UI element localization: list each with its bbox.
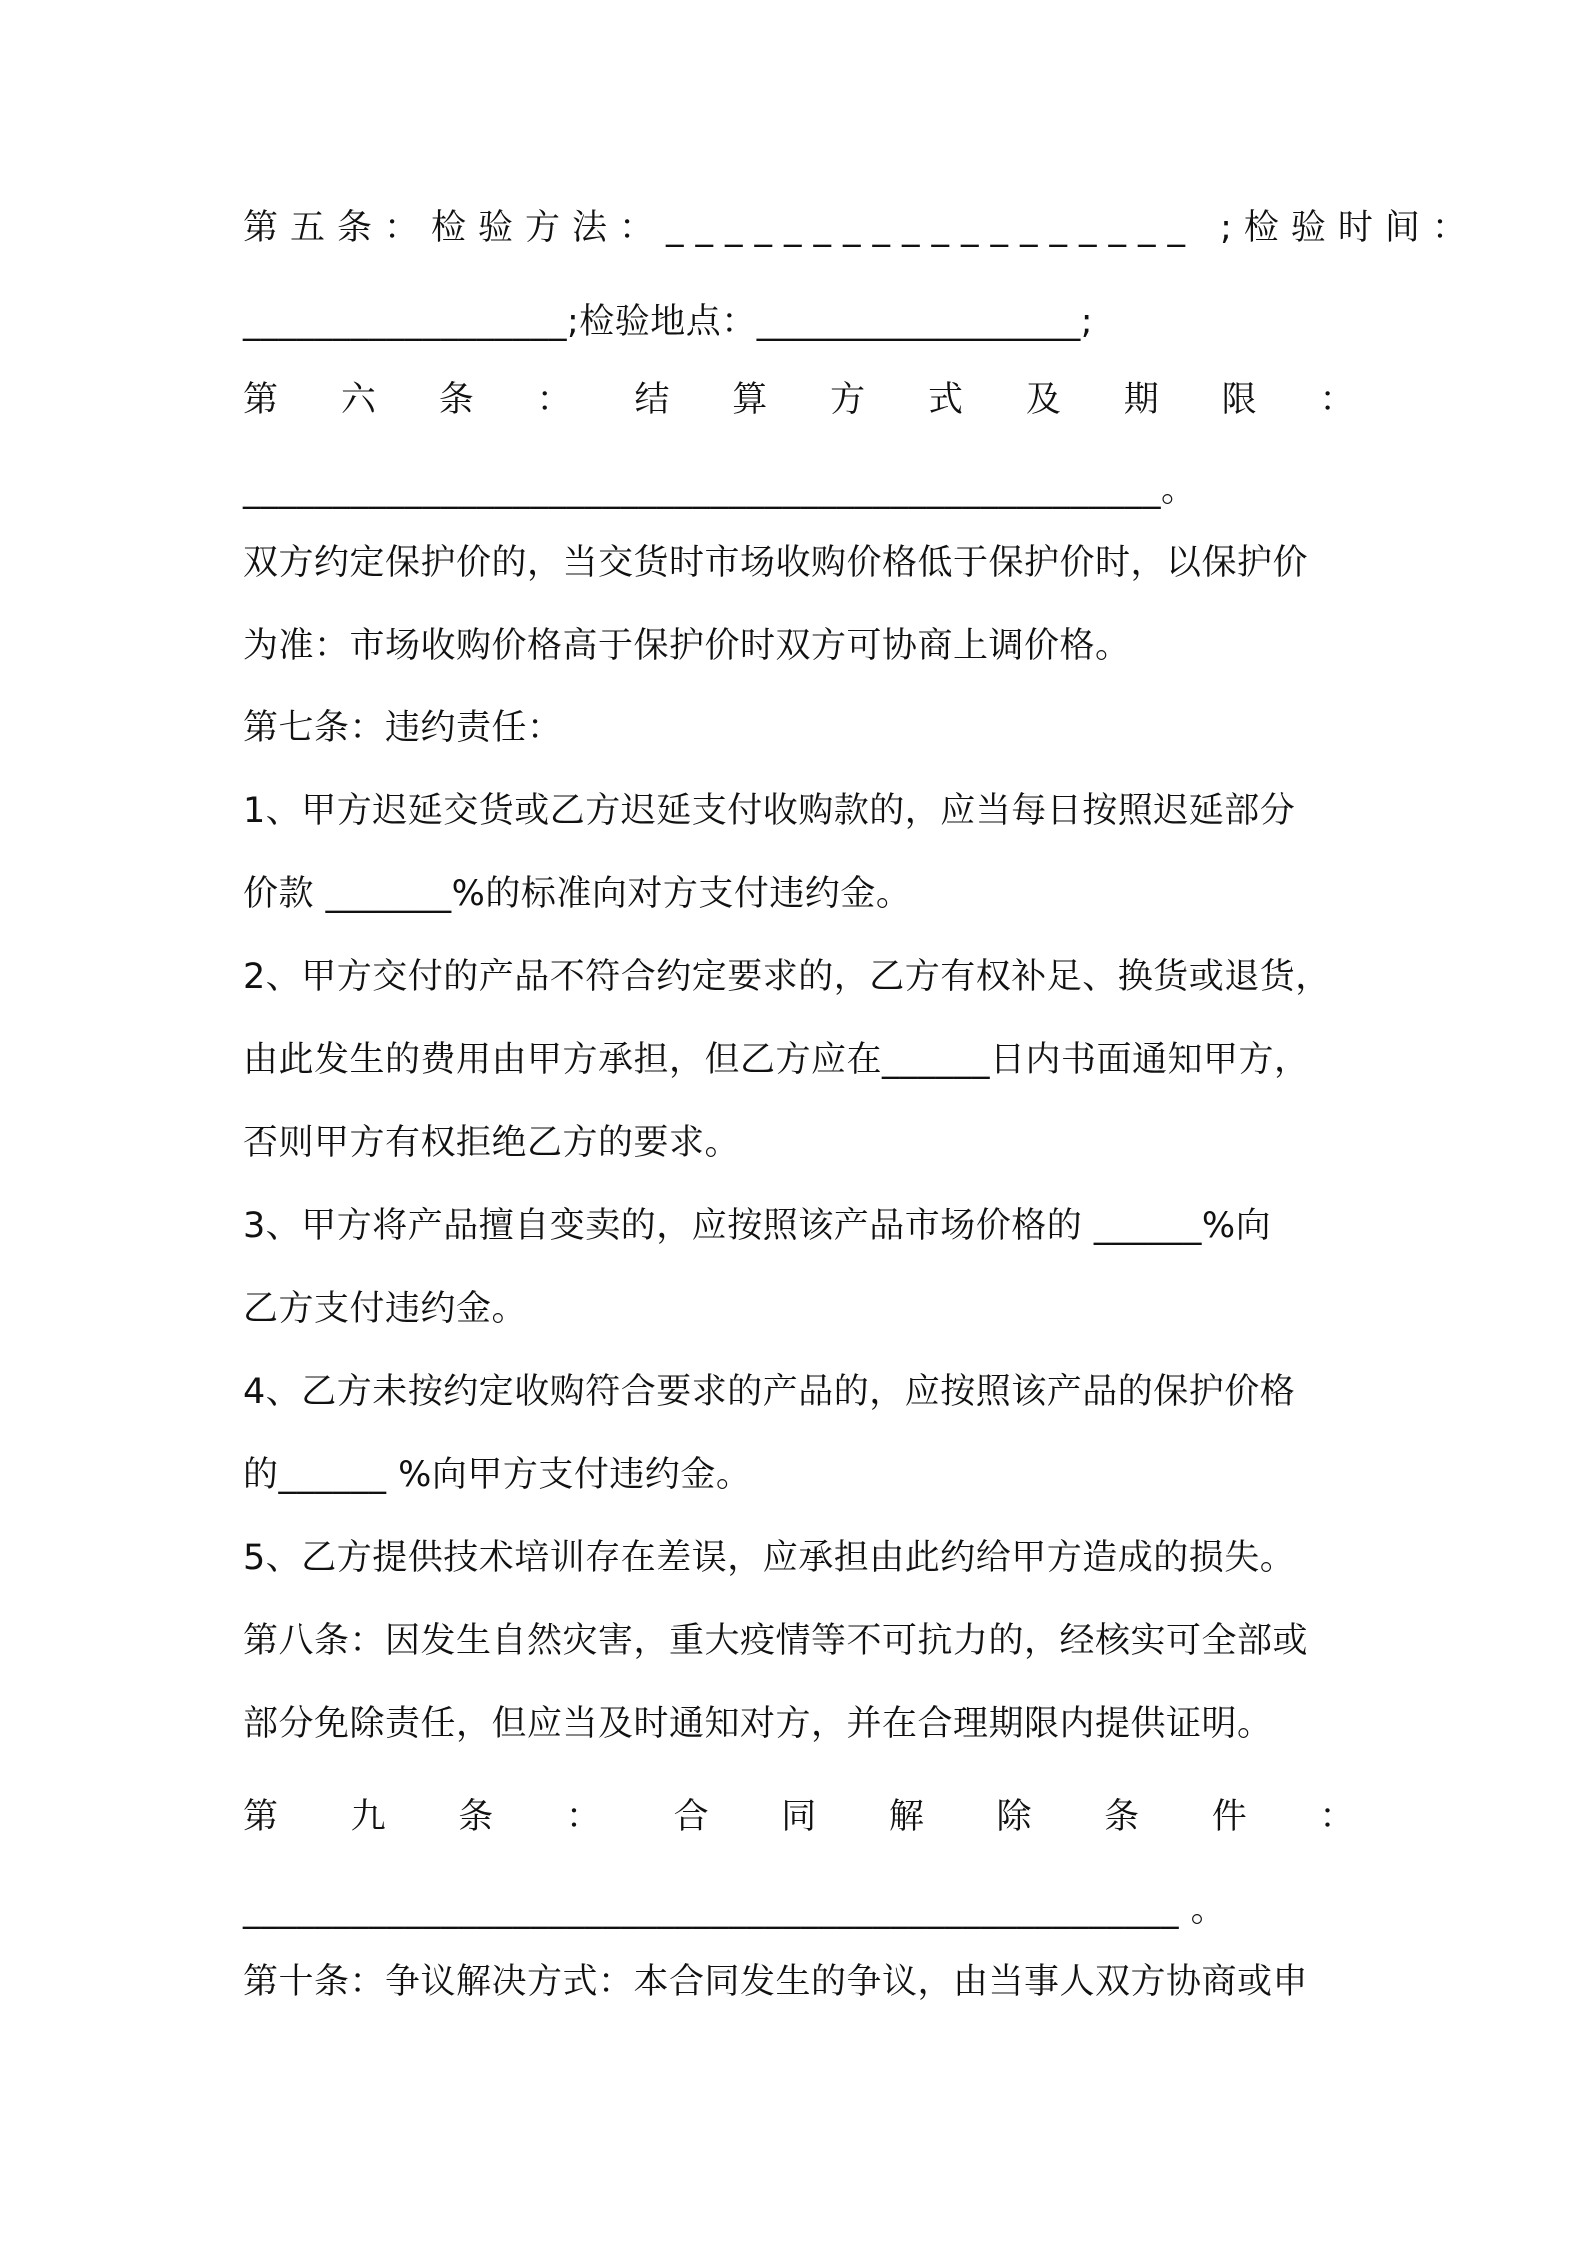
article-6-blank-line: ___________________________________________________。 <box>243 470 1197 510</box>
article-7-item-2-line-1: 2、甲方交付的产品不符合约定要求的，乙方有权补足、换货或退货， <box>243 957 1331 997</box>
heading-char: 结 <box>634 380 670 420</box>
heading-char: 限 <box>1221 380 1258 420</box>
article-7-item-3-line-2: 乙方支付违约金。 <box>243 1289 528 1329</box>
article-8-line-2: 部分免除责任，但应当及时通知对方，并在合理期限内提供证明。 <box>243 1704 1273 1744</box>
heading-char: 算 <box>732 380 768 420</box>
heading-char: 条 <box>458 1797 494 1837</box>
article-7-item-4-line-1: 4、乙方未按约定收购符合要求的产品的，应按照该产品的保护价格 <box>243 1372 1296 1412</box>
article-7-item-4-line-2: 的______ %向甲方支付违约金。 <box>243 1455 752 1495</box>
article-9-heading <box>243 1795 1355 1839</box>
article-7-item-1-line-1: 1、甲方迟延交货或乙方迟延支付收购款的，应当每日按照迟延部分 <box>243 791 1296 831</box>
article-8-line-1: 第八条：因发生自然灾害，重大疫情等不可抗力的，经核实可全部或 <box>243 1621 1309 1661</box>
heading-char: ： <box>1319 1797 1355 1837</box>
article-7-item-5-line-1: 5、乙方提供技术培训存在差误，应承担由此约给甲方造成的损失。 <box>243 1538 1296 1578</box>
heading-char: 九 <box>350 1797 387 1837</box>
heading-char: 件 <box>1211 1797 1248 1837</box>
heading-char: 同 <box>781 1797 817 1837</box>
heading-char: 及 <box>1025 380 1062 420</box>
heading-char: 除 <box>996 1797 1032 1837</box>
heading-char: 六 <box>340 380 377 420</box>
article-7-heading: 第七条：违约责任： <box>243 708 563 748</box>
heading-char: 解 <box>888 1797 925 1837</box>
heading-char: 合 <box>673 1797 710 1837</box>
article-5-line-1: 第五条：检验方法：__________________ ;检验时间： <box>243 208 1479 248</box>
article-7-item-2-line-2: 由此发生的费用由甲方承担，但乙方应在______日内书面通知甲方， <box>243 1040 1310 1080</box>
article-7-item-2-line-3: 否则甲方有权拒绝乙方的要求。 <box>243 1123 741 1163</box>
article-6-para-line-2: 为准：市场收购价格高于保护价时双方可协商上调价格。 <box>243 626 1131 666</box>
heading-char: 式 <box>928 380 964 420</box>
heading-char: ： <box>536 380 573 420</box>
heading-char: 条 <box>438 380 475 420</box>
article-7-item-3-line-1: 3、甲方将产品擅自变卖的，应按照该产品市场价格的 ______%向 <box>243 1206 1272 1246</box>
heading-char: 第 <box>243 380 279 420</box>
article-6-heading <box>243 378 1355 422</box>
article-6-para-line-1: 双方约定保护价的，当交货时市场收购价格低于保护价时，以保护价 <box>243 543 1309 583</box>
heading-char: 期 <box>1123 380 1160 420</box>
heading-char: 条 <box>1104 1797 1140 1837</box>
heading-char: 方 <box>830 380 866 420</box>
article-9-blank-line: ____________________________________________________ 。 <box>243 1890 1227 1930</box>
article-7-item-1-line-2: 价款 _______%的标准向对方支付违约金。 <box>243 874 912 914</box>
heading-char: ： <box>565 1797 602 1837</box>
heading-char: ： <box>1319 380 1355 420</box>
article-10-line-1: 第十条：争议解决方式：本合同发生的争议，由当事人双方协商或申 <box>243 1962 1309 2002</box>
article-5-line-2: __________________;检验地点：__________________; <box>243 302 1094 342</box>
heading-char: 第 <box>243 1797 279 1837</box>
